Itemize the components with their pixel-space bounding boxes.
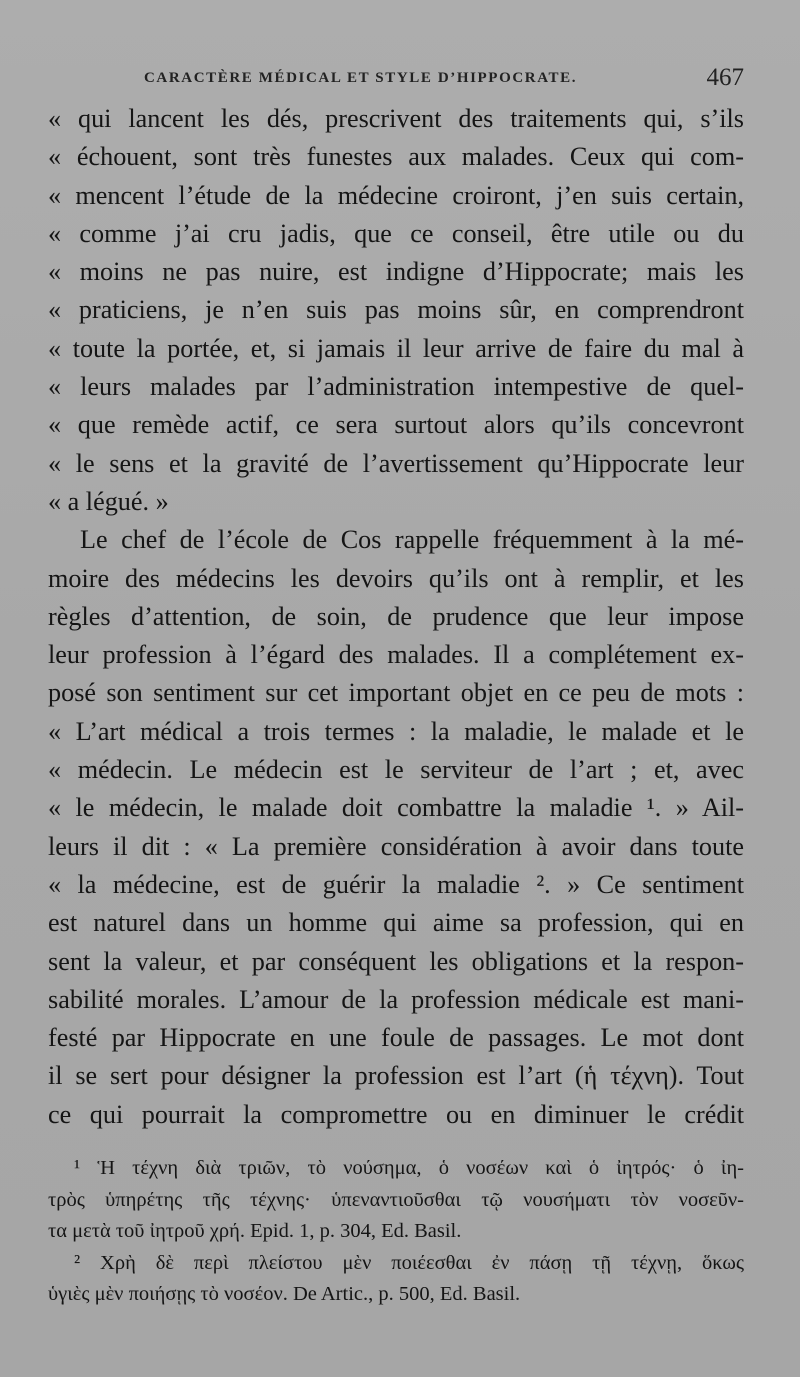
footnotes — [48, 1153, 744, 1311]
page-number: 467 — [706, 64, 744, 91]
paragraph-start-line: Le chef de l’école de Cos rappelle fréquemment à la mé- — [80, 525, 744, 555]
text-line: sabilité morales. L’amour de la profession médicale est mani- — [48, 984, 744, 1014]
text-line: il se sert pour désigner la profession est l’art (ἡ τέχνη). Tout — [48, 1061, 744, 1091]
text-line: « mencent l’étude de la médecine croiront, j’en suis certain, — [48, 180, 744, 210]
text-line: « praticiens, je n’en suis pas moins sûr, en comprendront — [48, 295, 744, 325]
text-line: « médecin. Le médecin est le serviteur de l’art ; et, avec — [48, 755, 744, 785]
text-line: sent la valeur, et par conséquent les obligations et la respon- — [48, 946, 744, 976]
text-line: est naturel dans un homme qui aime sa profession, qui en — [48, 908, 744, 938]
main-text — [48, 100, 744, 1134]
footnote-1-line: τρὸς ὑπηρέτης τῆς τέχνης· ὑπεναντιοῦσθαι τῷ νουσήματι τὸν νοσεῦν- — [48, 1188, 744, 1211]
footnote-1-line: ¹ Ἡ τέχνη διὰ τριῶν, τὸ νούσημα, ὁ νοσέων καὶ ὁ ἰητρός· ὁ ἰη- — [74, 1157, 744, 1179]
text-line: « que remède actif, ce sera surtout alors qu’ils concevront — [48, 410, 744, 440]
text-line: « qui lancent les dés, prescrivent des traitements qui, s’ils — [48, 104, 744, 133]
text-line: posé son sentiment sur cet important objet en ce peu de mots : — [48, 678, 744, 708]
text-line: « échouent, sont très funestes aux malades. Ceux qui com- — [48, 142, 744, 172]
text-line: leurs il dit : « La première considération à avoir dans toute — [48, 831, 744, 861]
running-title: CARACTÈRE MÉDICAL ET STYLE D’HIPPOCRATE. — [144, 70, 578, 86]
text-line: festé par Hippocrate en une foule de passages. Le mot dont — [48, 1023, 744, 1053]
text-line: « la médecine, est de guérir la maladie ². » Ce sentiment — [48, 869, 744, 899]
running-header — [48, 64, 744, 94]
text-line: « moins ne pas nuire, est indigne d’Hippocrate; mais les — [48, 257, 744, 287]
text-line: « le médecin, le malade doit combattre la maladie ¹. » Ail- — [48, 793, 744, 823]
text-line: « leurs malades par l’administration intempestive de quel- — [48, 372, 744, 402]
text-line: leur profession à l’égard des malades. Il a complétement ex- — [48, 640, 744, 670]
text-line: « toute la portée, et, si jamais il leur arrive de faire du mal à — [48, 333, 744, 363]
text-line: « le sens et la gravité de l’avertissement qu’Hippocrate leur — [48, 448, 744, 478]
footnote-2-line: ὑγιὲς μὲν ποιήσῃς τὸ νοσέον. De Artic., p. 500, Ed. Basil. — [48, 1283, 521, 1305]
text-line: « L’art médical a trois termes : la maladie, le malade et le — [48, 716, 744, 746]
text-line: « comme j’ai cru jadis, que ce conseil, être utile ou du — [48, 218, 744, 248]
text-line: règles d’attention, de soin, de prudence que leur impose — [48, 601, 744, 631]
text-line: « a légué. » — [48, 486, 169, 516]
text-line: moire des médecins les devoirs qu’ils ont à remplir, et les — [48, 563, 744, 593]
text-line: ce qui pourrait la compromettre ou en diminuer le crédit — [48, 1099, 744, 1129]
footnote-1-line: τα μετὰ τοῦ ἰητροῦ χρή. Epid. 1, p. 304, Ed. Basil. — [48, 1220, 462, 1242]
footnote-2-line: ² Χρὴ δὲ περὶ πλείστου μὲν ποιέεσθαι ἐν πάσῃ τῇ τέχνῃ, ὅκως — [74, 1251, 744, 1274]
